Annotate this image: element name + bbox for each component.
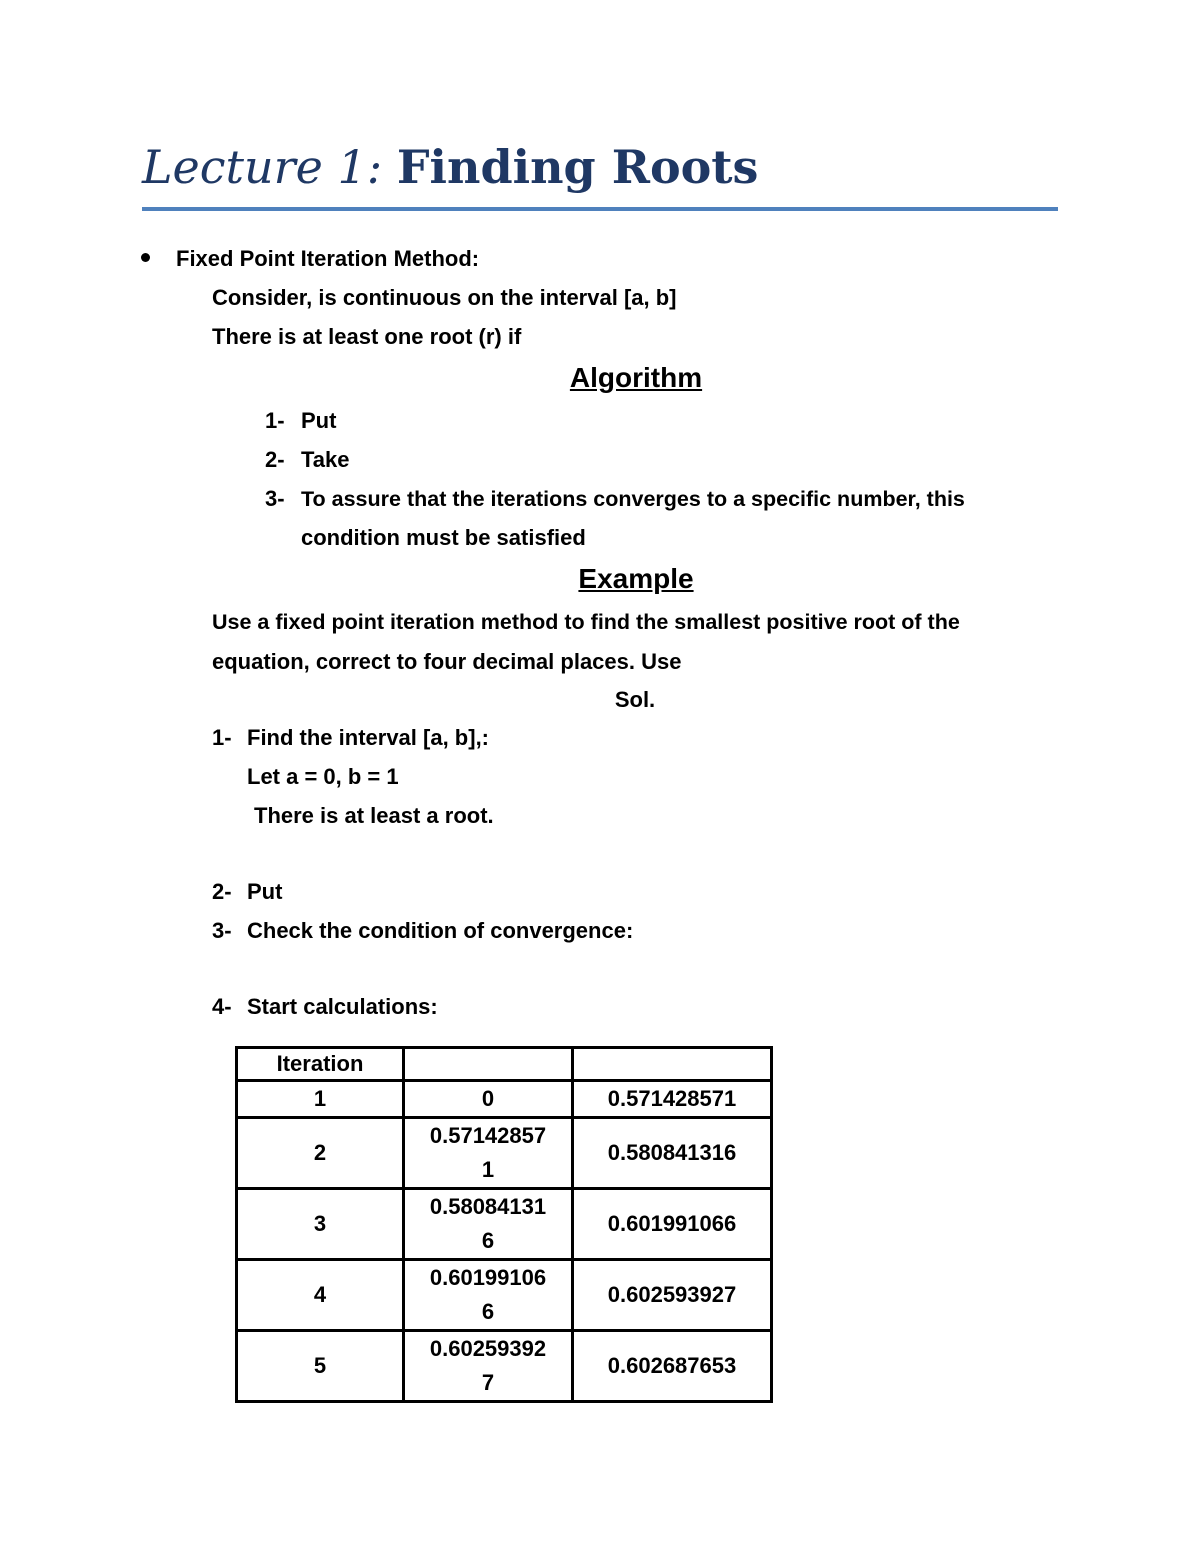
- interval-values-line: Let a = 0, b = 1: [247, 764, 399, 789]
- consider-line: Consider, is continuous on the interval [a, b]: [212, 285, 677, 310]
- iteration-cell: 2: [237, 1118, 404, 1189]
- bullet-icon: [141, 253, 150, 262]
- example-step-4-text: Start calculations:: [247, 994, 438, 1019]
- iteration-cell: 3: [237, 1189, 404, 1260]
- algorithm-step-3-text-continued: condition must be satisfied: [301, 525, 586, 550]
- table-row: [237, 1260, 772, 1331]
- title-underline-rule: [142, 207, 1058, 211]
- algorithm-step-2-number: 2-: [265, 447, 285, 472]
- example-step-1-number: 1-: [212, 725, 232, 750]
- example-step-3-text: Check the condition of convergence:: [247, 918, 634, 943]
- table-header-cell: Iteration: [237, 1048, 404, 1081]
- x-value-part-2: 1: [481, 1157, 495, 1182]
- example-step-4-number: 4-: [212, 994, 232, 1019]
- x-value-cell: [404, 1260, 573, 1331]
- g-value-cell: 0.602593927: [573, 1260, 772, 1331]
- x-value-cell: 0: [404, 1081, 573, 1118]
- x-value-part-1: 0.60259392: [429, 1336, 547, 1361]
- table-header-row: [237, 1048, 772, 1081]
- example-step-1-text: Find the interval [a, b],:: [247, 725, 490, 750]
- example-step-3-number: 3-: [212, 918, 232, 943]
- example-step-2-text: Put: [247, 879, 283, 904]
- title-lecture: Lecture 1:: [142, 140, 383, 194]
- algorithm-step-2-text: Take: [301, 447, 350, 472]
- iteration-cell: 4: [237, 1260, 404, 1331]
- table-row: [237, 1331, 772, 1402]
- section-heading: Fixed Point Iteration Method:: [176, 246, 480, 271]
- x-value-part-1: 0.60199106: [429, 1265, 547, 1290]
- algorithm-step-3-text: To assure that the iterations converges to a specific number, this: [301, 487, 965, 511]
- iteration-cell: 5: [237, 1331, 404, 1402]
- algorithm-step-1-text: Put: [301, 408, 337, 433]
- x-value-cell: [404, 1189, 573, 1260]
- x-value-part-1: 0.57142857: [429, 1123, 547, 1148]
- table-row: [237, 1081, 772, 1118]
- example-heading: Example: [578, 563, 694, 594]
- algorithm-step-1-number: 1-: [265, 408, 285, 433]
- x-value-part-2: 7: [481, 1370, 495, 1395]
- g-value-cell: 0.571428571: [573, 1081, 772, 1118]
- table-header-cell: [404, 1048, 573, 1081]
- g-value-cell: 0.602687653: [573, 1331, 772, 1402]
- table-header-cell: [573, 1048, 772, 1081]
- x-value-part-2: 6: [481, 1228, 495, 1253]
- iteration-table: [235, 1046, 773, 1403]
- example-step-2-number: 2-: [212, 879, 232, 904]
- root-exists-line: There is at least a root.: [254, 803, 494, 828]
- example-problem-line-1: Use a fixed point iteration method to find the smallest positive root of the: [212, 610, 960, 634]
- algorithm-heading: Algorithm: [569, 362, 703, 393]
- table-row: [237, 1189, 772, 1260]
- x-value-part-1: 0.58084131: [429, 1194, 547, 1219]
- example-problem-line-2: equation, correct to four decimal places. Use: [212, 649, 682, 674]
- root-condition-line: There is at least one root (r) if: [212, 324, 522, 349]
- algorithm-step-3-number: 3-: [265, 486, 285, 511]
- x-value-cell: [404, 1331, 573, 1402]
- solution-label: Sol.: [614, 687, 656, 712]
- title-topic: Finding Roots: [396, 140, 759, 194]
- g-value-cell: 0.580841316: [573, 1118, 772, 1189]
- page-title: [142, 140, 758, 194]
- g-value-cell: 0.601991066: [573, 1189, 772, 1260]
- iteration-cell: 1: [237, 1081, 404, 1118]
- x-value-cell: [404, 1118, 573, 1189]
- table-row: [237, 1118, 772, 1189]
- x-value-part-2: 6: [481, 1299, 495, 1324]
